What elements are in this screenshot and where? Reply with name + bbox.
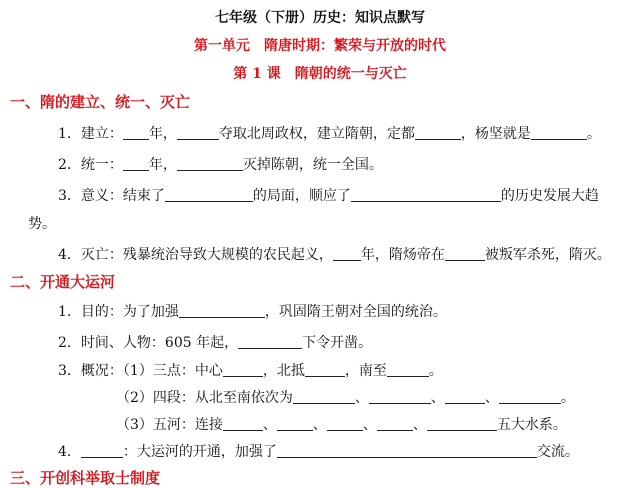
fill-blank[interactable] (499, 389, 561, 404)
s1-line-3-cont: 势。 (28, 216, 56, 232)
lesson-title: 第 1 课 隋朝的统一与灭亡 (233, 66, 407, 82)
fill-blank[interactable] (179, 303, 265, 318)
fill-blank[interactable] (223, 362, 263, 377)
fill-blank[interactable] (445, 389, 485, 404)
fill-blank[interactable] (387, 362, 429, 377)
s2-line-1: 1．目的：为了加强 ，巩固隋王朝对全国的统治。 (58, 304, 447, 320)
fill-blank[interactable] (445, 246, 485, 261)
section-1-heading: 一、隋的建立、统一、灭亡 (10, 93, 191, 111)
fill-blank[interactable] (377, 416, 413, 431)
s2-line-3: 3．概况：（1）三点：中心 ，北抵 ，南至 。 (58, 363, 443, 379)
fill-blank[interactable] (351, 187, 501, 202)
s1-line-1: 1．建立： 年， 夺取北周政权，建立隋朝，定都 ，杨坚就是 。 (58, 126, 601, 142)
s1-line-3: 3．意义：结束了 的局面，顺应了 的历史发展大趋 (58, 188, 599, 204)
s1-line-2: 2．统一： 年， 灭掉陈朝，统一全国。 (58, 157, 383, 173)
s2-line-6: 4． ：大运河的开通，加强了 交流。 (58, 444, 579, 460)
section-2-heading: 二、开通大运河 (10, 273, 116, 291)
fill-blank[interactable] (333, 246, 361, 261)
unit-title: 第一单元 隋唐时期：繁荣与开放的时代 (194, 38, 446, 54)
s2-line-4: （2）四段：从北至南依次为 、 、 、 。 (116, 390, 575, 406)
fill-blank[interactable] (277, 416, 313, 431)
fill-blank[interactable] (531, 125, 587, 140)
fill-blank[interactable] (305, 362, 345, 377)
s2-line-5: （3）五河：连接 、 、 、 、 五大水系。 (116, 417, 567, 433)
fill-blank[interactable] (369, 389, 431, 404)
section-3-heading: 三、开创科举取士制度 (10, 469, 161, 487)
fill-blank[interactable] (177, 125, 219, 140)
fill-blank[interactable] (177, 156, 243, 171)
fill-blank[interactable] (223, 416, 263, 431)
fill-blank[interactable] (415, 125, 461, 140)
fill-blank[interactable] (165, 187, 253, 202)
fill-blank[interactable] (238, 334, 302, 349)
worksheet-title: 七年级（下册）历史：知识点默写 (215, 10, 425, 26)
fill-blank[interactable] (277, 443, 537, 458)
fill-blank[interactable] (81, 443, 123, 458)
fill-blank[interactable] (123, 156, 149, 171)
fill-blank[interactable] (327, 416, 363, 431)
fill-blank[interactable] (123, 125, 149, 140)
s1-line-4: 4．灭亡：残暴统治导致大规模的农民起义， 年，隋炀帝在 被叛军杀死，隋灭。 (58, 247, 611, 263)
s2-line-2: 2．时间、人物：605 年起， 下令开凿。 (58, 335, 373, 351)
fill-blank[interactable] (427, 416, 497, 431)
fill-blank[interactable] (293, 389, 355, 404)
